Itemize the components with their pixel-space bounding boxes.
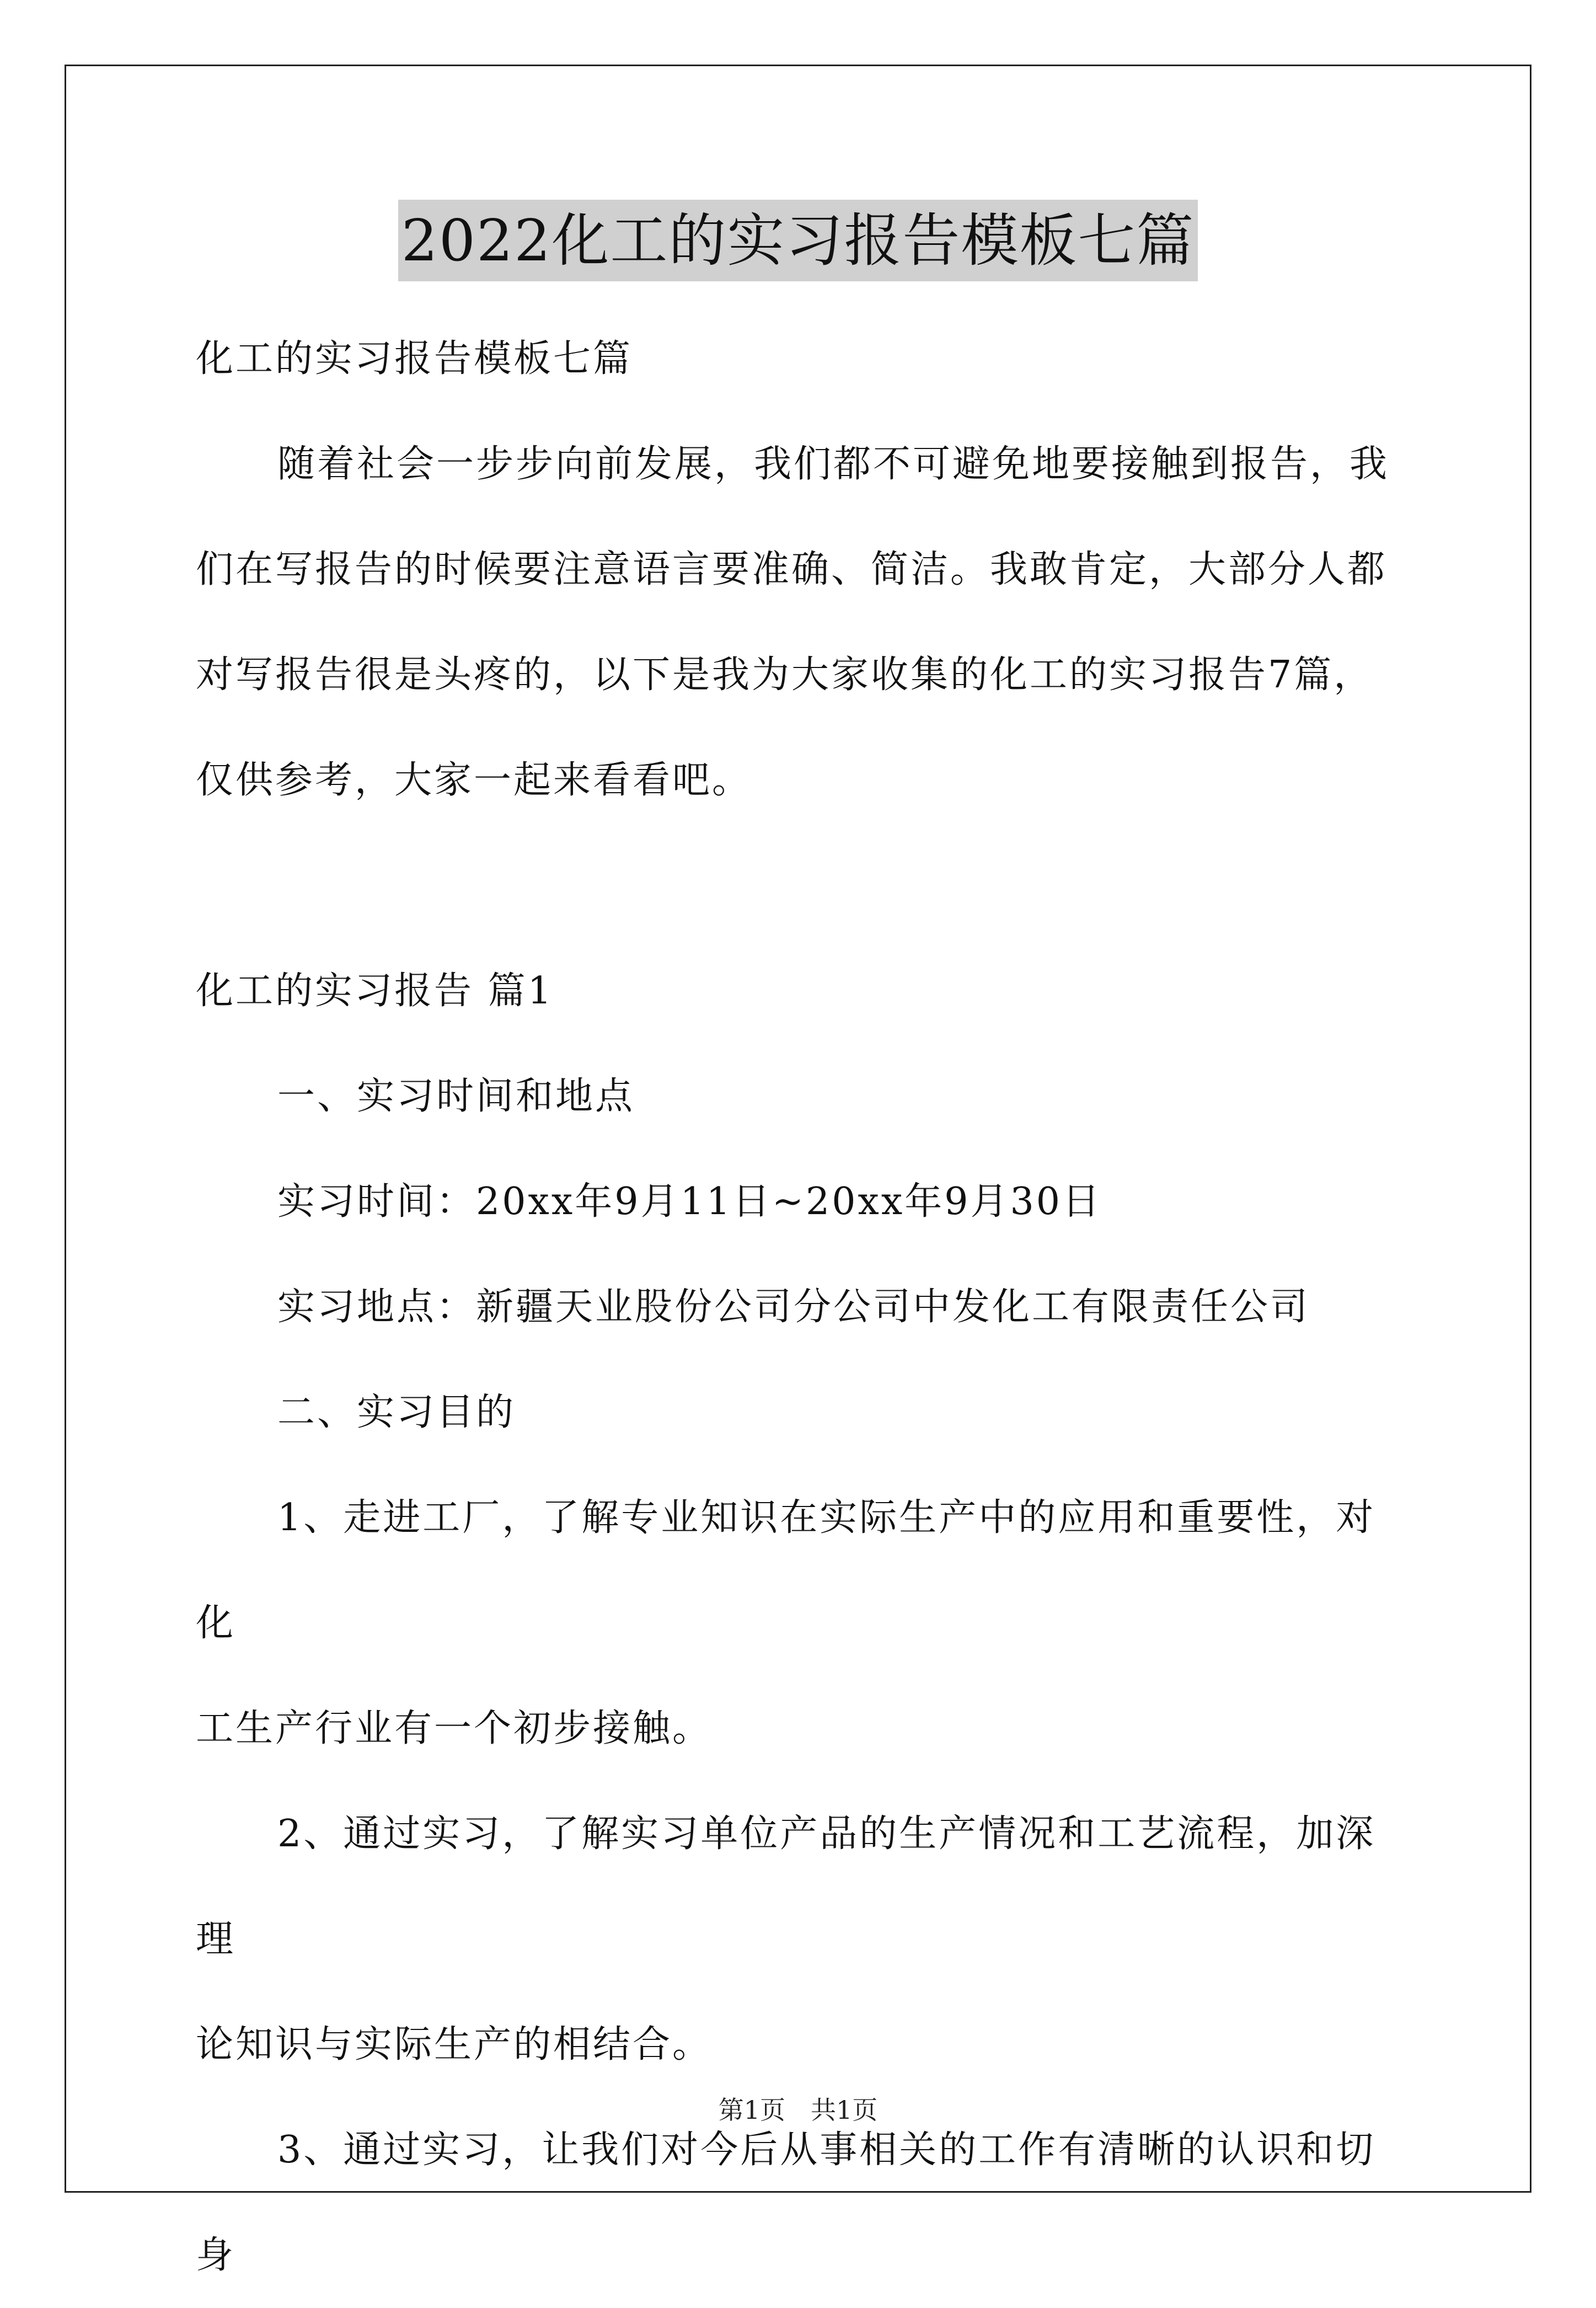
internship-time: 实习时间：20xx年9月11日~20xx年9月30日 <box>277 1180 1102 1224</box>
document-title: 2022化工的实习报告模板七篇 <box>398 200 1198 281</box>
goal2-line: 论知识与实际生产的相结合。 <box>196 2023 713 2066</box>
intro-line: 仅供参考，大家一起来看看吧。 <box>196 758 752 802</box>
goal1-line: 工生产行业有一个初步接触。 <box>196 1707 713 1750</box>
internship-place: 实习地点：新疆天业股份公司分公司中发化工有限责任公司 <box>277 1285 1310 1329</box>
section2-heading: 二、实习目的 <box>277 1391 516 1434</box>
page-number: 第1页 共1页 <box>718 2095 878 2125</box>
page-footer <box>0 2093 1596 2127</box>
goal2-line: 2、通过实习，了解实习单位产品的生产情况和工艺流程，加深理 <box>196 1812 1376 1961</box>
goal3-line: 3、通过实习，让我们对今后从事相关的工作有清晰的认识和切身 <box>196 2128 1376 2277</box>
title-container <box>0 200 1596 281</box>
section1-heading: 一、实习时间和地点 <box>277 1075 635 1118</box>
subtitle: 化工的实习报告模板七篇 <box>196 337 633 381</box>
section-heading: 化工的实习报告 篇1 <box>196 969 554 1013</box>
intro-line: 们在写报告的时候要注意语言要准确、简洁。我敢肯定，大部分人都 <box>196 548 1388 591</box>
document-body <box>196 306 1409 2308</box>
intro-line: 对写报告很是头疼的，以下是我为大家收集的化工的实习报告7篇， <box>196 653 1374 697</box>
goal1-line: 1、走进工厂，了解专业知识在实际生产中的应用和重要性，对化 <box>196 1496 1376 1645</box>
intro-line: 随着社会一步步向前发展，我们都不可避免地要接触到报告，我 <box>277 442 1390 486</box>
paragraph-gap <box>196 833 1409 938</box>
